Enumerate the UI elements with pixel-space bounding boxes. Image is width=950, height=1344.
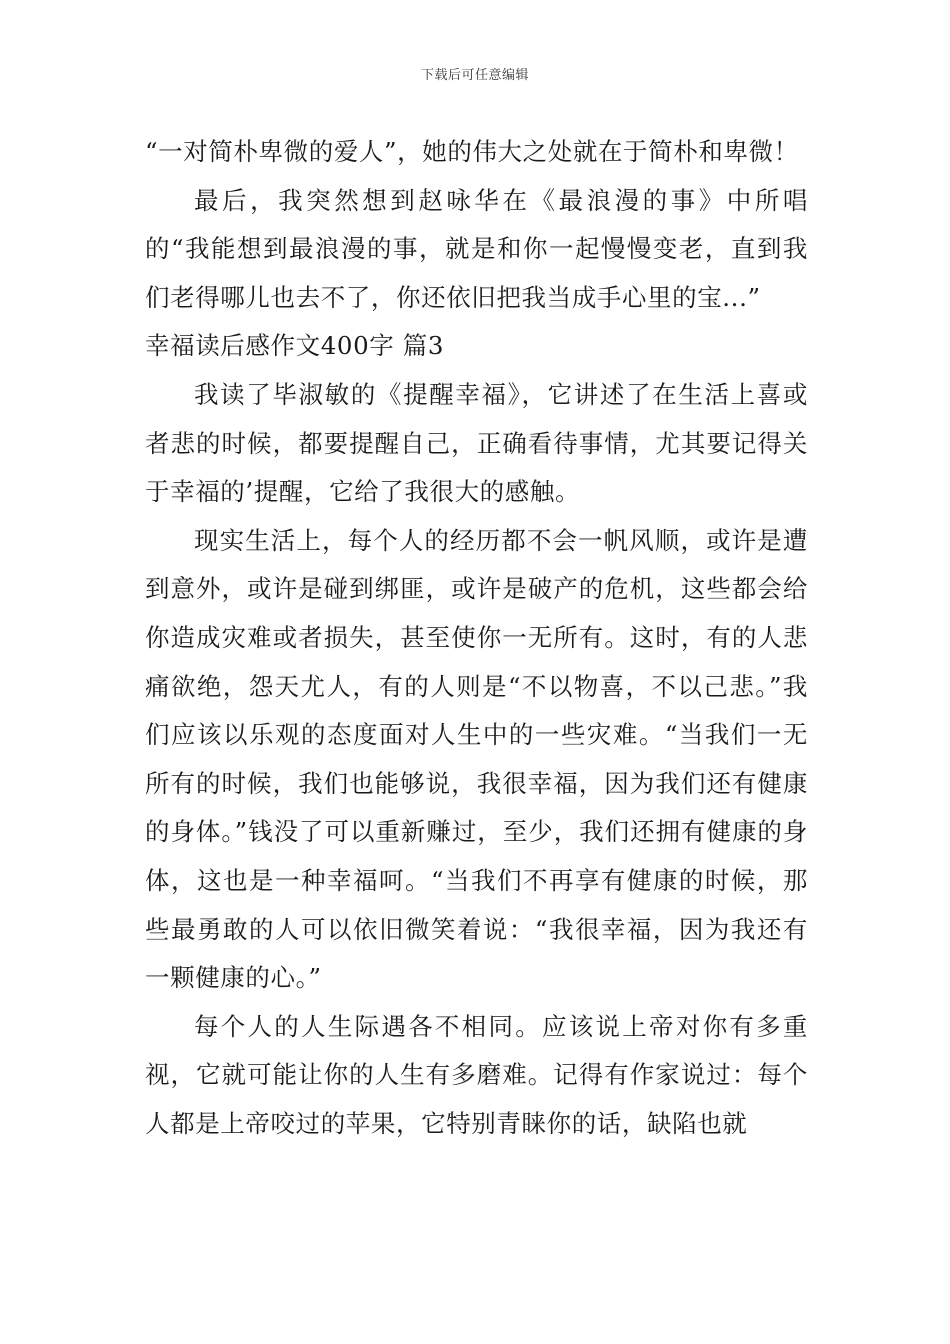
paragraph-5: 每个人的人生际遇各不相同。应该说上帝对你有多重视，它就可能让你的人生有多磨难。记得有作家说过：每个人都是上帝咬过的苹果，它特别青睐你的话，缺陷也就 <box>145 1011 808 1138</box>
paragraph-2: 最后，我突然想到赵咏华在《最浪漫的事》中所唱的“我能想到最浪漫的事，就是和你一起慢慢变老，直到我们老得哪儿也去不了，你还依旧把我当成手心里的宝...” <box>145 185 808 312</box>
paragraph-1: “一对简朴卑微的爱人”，她的伟大之处就在于简朴和卑微！ <box>145 137 799 166</box>
paragraph-3: 我读了毕淑敏的《提醒幸福》，它讲述了在生活上喜或者悲的时候，都要提醒自己，正确看待事情，尤其要记得关于幸福的’提醒，它给了我很大的感触。 <box>145 379 808 507</box>
section-heading: 幸福读后感作文400字 篇3 <box>145 331 445 361</box>
document-body <box>145 128 808 1148</box>
page-header: 下载后可任意编辑 <box>420 68 529 83</box>
paragraph-4: 现实生活上，每个人的经历都不会一帆风顺，或许是遭到意外，或许是碰到绑匪，或许是破产的危机，这些都会给你造成灾难或者损失，甚至使你一无所有。这时，有的人悲痛欲绝，怨天尤人，有的人则是“不以物喜，不以己悲。”我们应该以乐观的态度面对人生中的一些灾难。“当我们一无所有的时候，我们也能够说，我很幸福，因为我们还有健康的身体。”钱没了可以重新赚过，至少，我们还拥有健康的身体，这也是一种幸福呵。“当我们不再享有健康的时候，那些最勇敢的人可以依旧微笑着说：“我很幸福，因为我还有一颗健康的心。” <box>145 525 808 993</box>
